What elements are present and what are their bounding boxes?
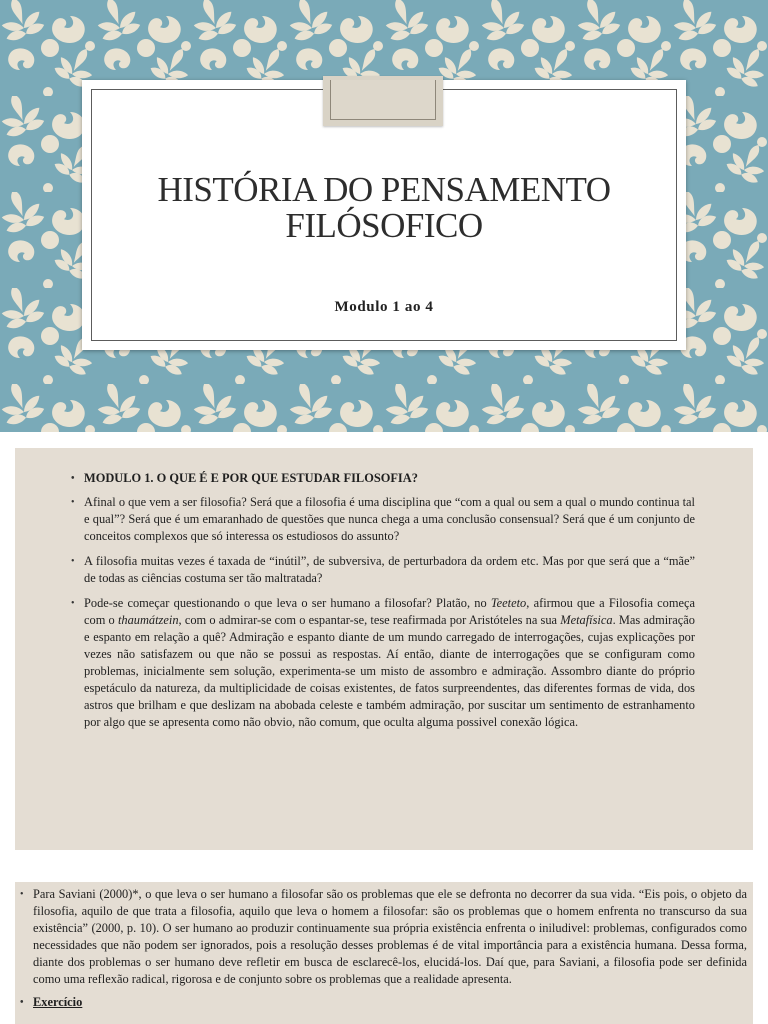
list-item: [71, 494, 695, 545]
list-item: [20, 994, 747, 1011]
bullet-icon: •: [71, 473, 75, 484]
slide-title: HISTÓRIA DO PENSAMENTO FILÓSOFICO: [157, 170, 611, 245]
bullet-list: [20, 886, 747, 1017]
title-slide: [0, 0, 768, 432]
paragraph-text: A filosofia muitas vezes é taxada de “inútil”, de subversiva, de perturbadora da ordem etc. Mas por que será que a “mãe” de todas as ciências costuma ser tão maltratada?: [84, 554, 695, 585]
title-tab-decoration: [323, 76, 443, 126]
title-tab-inner: [330, 80, 436, 120]
list-item: [71, 470, 695, 487]
bullet-icon: •: [20, 889, 24, 900]
text-run: Pode-se começar questionando o que leva o ser humano a filosofar? Platão, no: [84, 596, 491, 610]
text-run: , com o admirar-se com o espantar-se, tese reafirmada por Aristóteles na sua: [178, 613, 561, 627]
text-run: . Mas admiração e espanto em relação a quê? Admiração e espanto diante de um mundo carregado de interrogações, cujas explicações por vezes não satisfazem ou que não se possui as respostas. Aí então, diante de interrogações que se configuram como problemas, inicialmente sem solução, experimenta-se um misto de assombro e admiração. Assombro diante do próprio espetáculo da natureza, da multiplicidade de coisas existentes, de fatos surpreendentes, das diferentes formas de vida, dos astros que brilham e que deslizam na abobada celeste e também admiração, por suscitar um sentimento de estranhamento por algo que se apresenta como não obvio, não comum, que oculta alguma possivel conexão lógica.: [84, 613, 695, 729]
paragraph-text: Afinal o que vem a ser filosofia? Será que a filosofia é uma disciplina que “com a qual ou sem a qual o mundo continua tal e qual”? Será que é um emaranhado de questões que nunca chega a uma conclusão consensual? Será que é um conjunto de conceitos complexos que só interessa os estudiosos do assunto?: [84, 495, 695, 543]
italic-term: thaumátzein: [117, 613, 179, 627]
bullet-icon: •: [71, 598, 75, 609]
bullet-icon: •: [71, 556, 75, 567]
list-item: [71, 553, 695, 587]
module-1-slide: [15, 448, 753, 850]
paragraph-text: [84, 596, 695, 729]
bullet-list: [71, 470, 695, 739]
module-heading: MODULO 1. O QUE É E POR QUE ESTUDAR FILOSOFIA?: [84, 471, 418, 485]
slide-subtitle: Modulo 1 ao 4: [334, 299, 434, 315]
italic-term: Metafísica: [560, 613, 613, 627]
bullet-icon: •: [71, 497, 75, 508]
list-item: [20, 886, 747, 988]
text-run: , afirmou que a Filosofia começa com o: [84, 596, 695, 627]
exercise-heading: Exercício: [33, 995, 83, 1009]
italic-term: Teeteto: [490, 596, 527, 610]
paragraph-text: Para Saviani (2000)*, o que leva o ser humano a filosofar são os problemas que ele se defronta no decorrer da sua vida. “Eis pois, o objeto da filosofia, aquilo de que trata a filosofia, aquilo que leva o homem a filosofar: são os problemas que o homem enfrenta no transcurso da sua existência” (2000, p. 10). O ser humano ao produzir continuamente sua própria existência enfrenta o iniludivel: problemas, configurados como necessidades que não podem ser ignorados, pois a resolução desses problemas é de vital importância para a existência humana. Dessa forma, diante dos problemas o ser humano deve refletir em busca de esclarecê-los, elucidá-los. Daí que, para Saviani, a filosofia pode ser definida como uma reflexão radical, rigorosa e de conjunto sobre os problemas que a realidade apresenta.: [33, 887, 747, 986]
saviani-slide: [15, 882, 753, 1024]
list-item: [71, 595, 695, 731]
bullet-icon: •: [20, 997, 24, 1008]
